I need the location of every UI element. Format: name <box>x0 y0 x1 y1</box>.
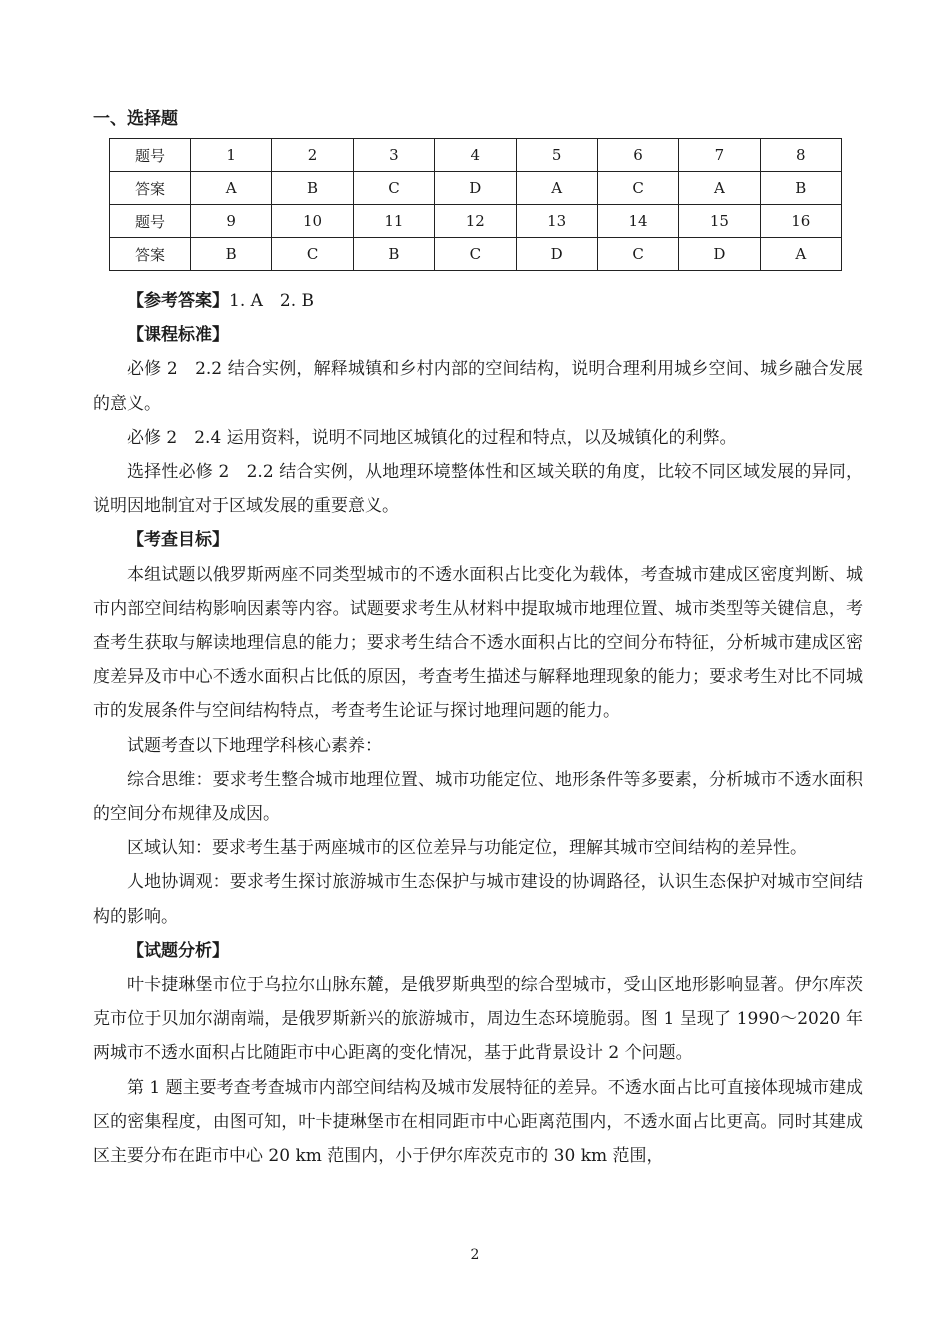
answer-table-cell: 2 <box>272 139 353 172</box>
answer-table-cell: C <box>597 172 678 205</box>
answer-table-cell: A <box>760 238 841 271</box>
answer-table-row <box>110 139 842 172</box>
ref-answer-heading: 【参考答案】 <box>127 291 229 311</box>
answer-table-cell: 16 <box>760 205 841 238</box>
answer-table-row <box>110 172 842 205</box>
answer-table-cell: 11 <box>353 205 434 238</box>
answer-table-cell: C <box>435 238 516 271</box>
answer-table-cell: A <box>679 172 760 205</box>
answer-table-cell: C <box>353 172 434 205</box>
objectives-paragraph: 区域认知：要求考生基于两座城市的区位差异与功能定位，理解其城市空间结构的差异性。 <box>127 838 807 859</box>
analysis-paragraph: 第 1 题主要考查考查城市内部空间结构及城市发展特征的差异。不透水面占比可直接体现城市建成区的密集程度，由图可知，叶卡捷琳堡市在相同距市中心距离范围内，不透水面占比更高。同时其建成区主要分布在距市中心 20 km 范围内，小于伊尔库茨克市的 30 km 范围， <box>93 1077 863 1167</box>
answer-table-cell: 13 <box>516 205 597 238</box>
analysis-heading: 【试题分析】 <box>127 940 229 961</box>
answer-table-cell: D <box>435 172 516 205</box>
course-standard-item: 必修 2 2.4 运用资料，说明不同地区城镇化的过程和特点，以及城镇化的利弊。 <box>127 427 737 448</box>
ref-answer-line <box>93 284 863 318</box>
answer-table-row <box>110 238 842 271</box>
objectives-paragraph: 试题考查以下地理学科核心素养： <box>127 735 382 756</box>
answer-table-cell: B <box>353 238 434 271</box>
answer-table-row-label: 题号 <box>110 139 191 172</box>
answer-table-cell: 9 <box>191 205 272 238</box>
objectives-paragraph: 人地协调观：要求考生探讨旅游城市生态保护与城市建设的协调路径，认识生态保护对城市空间结构的影响。 <box>93 872 863 927</box>
answer-table-cell: B <box>760 172 841 205</box>
answer-table-cell: C <box>597 238 678 271</box>
analysis-paragraph: 叶卡捷琳堡市位于乌拉尔山脉东麓，是俄罗斯典型的综合型城市，受山区地形影响显著。伊尔库茨克市位于贝加尔湖南端，是俄罗斯新兴的旅游城市，周边生态环境脆弱。图 1 呈现了 1990～2020 年两城市不透水面积占比随距市中心距离的变化情况，基于此背景设计 2 个问题。 <box>93 975 863 1064</box>
answer-table-row <box>110 205 842 238</box>
answer-table-cell: 6 <box>597 139 678 172</box>
answer-table-cell: 4 <box>435 139 516 172</box>
answer-table <box>109 138 842 271</box>
answer-table-cell: A <box>516 172 597 205</box>
section-title: 一、选择题 <box>93 109 178 129</box>
answer-table-row-label: 题号 <box>110 205 191 238</box>
answer-table-cell: 3 <box>353 139 434 172</box>
answer-table-cell: 5 <box>516 139 597 172</box>
answer-table-cell: A <box>191 172 272 205</box>
objectives-paragraph: 综合思维：要求考生整合城市地理位置、城市功能定位、地形条件等多要素，分析城市不透水面积的空间分布规律及成因。 <box>93 769 863 825</box>
answer-table-cell: D <box>679 238 760 271</box>
objectives-heading: 【考查目标】 <box>127 530 229 551</box>
page-number: 2 <box>470 1247 480 1263</box>
answer-table-cell: 10 <box>272 205 353 238</box>
answer-table-cell: 8 <box>760 139 841 172</box>
course-standard-item: 必修 2 2.2 结合实例，解释城镇和乡村内部的空间结构，说明合理利用城乡空间、城乡融合发展的意义。 <box>93 359 863 414</box>
ref-answer-text: 1. A 2. B <box>229 291 315 311</box>
answer-table-cell: B <box>272 172 353 205</box>
answer-table-cell: 1 <box>191 139 272 172</box>
answer-table-cell: 7 <box>679 139 760 172</box>
course-standard-item: 选择性必修 2 2.2 结合实例，从地理环境整体性和区域关联的角度，比较不同区域发展的异同，说明因地制宜对于区域发展的重要意义。 <box>93 462 863 517</box>
answer-table-cell: 12 <box>435 205 516 238</box>
answer-table-cell: B <box>191 238 272 271</box>
answer-table-cell: D <box>516 238 597 271</box>
answer-table-cell: 14 <box>597 205 678 238</box>
objectives-paragraph: 本组试题以俄罗斯两座不同类型城市的不透水面积占比变化为载体，考查城市建成区密度判断、城市内部空间结构影响因素等内容。试题要求考生从材料中提取城市地理位置、城市类型等关键信息，考查考生获取与解读地理信息的能力；要求考生结合不透水面积占比的空间分布特征，分析城市建成区密度差异及市中心不透水面积占比低的原因，考查考生描述与解释地理现象的能力；要求考生对比不同城市的发展条件与空间结构特点，考查考生论证与探讨地理问题的能力。 <box>93 564 863 722</box>
course-standard-heading: 【课程标准】 <box>127 325 229 346</box>
answer-table-row-label: 答案 <box>110 172 191 205</box>
answer-table-cell: 15 <box>679 205 760 238</box>
content-body <box>93 284 863 1173</box>
answer-table-cell: C <box>272 238 353 271</box>
answer-table-row-label: 答案 <box>110 238 191 271</box>
